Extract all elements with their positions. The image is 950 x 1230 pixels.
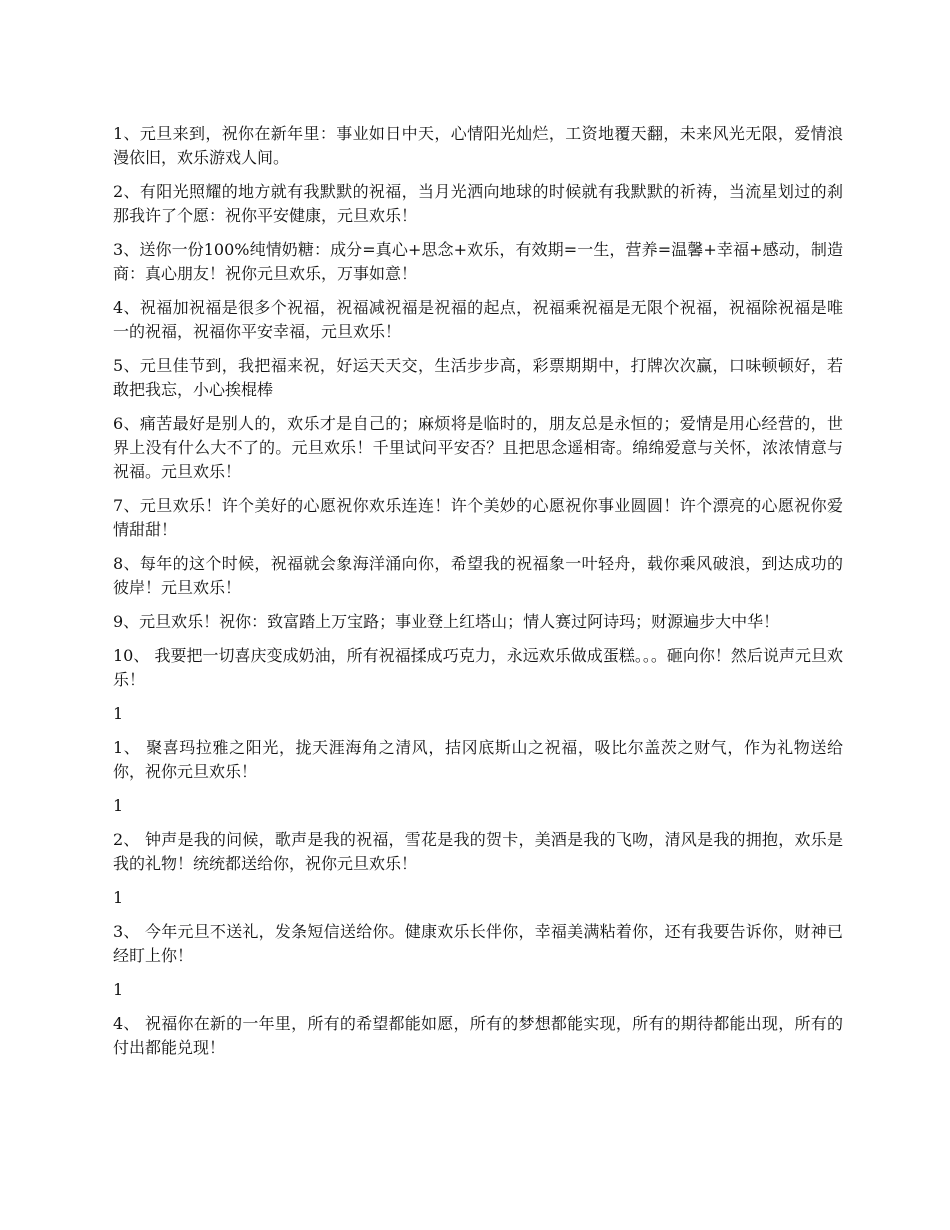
section-number: 1 xyxy=(113,704,124,723)
paragraph-11: 1、 聚喜玛拉雅之阳光，拢天涯海角之清风，拮冈底斯山之祝福，吸比尔盖茨之财气，作为礼物送给你，祝你元旦欢乐！ xyxy=(113,738,843,781)
paragraph-7: 7、元旦欢乐！许个美好的心愿祝你欢乐连连！许个美妙的心愿祝你事业圆圆！许个漂亮的心愿祝你爱情甜甜！ xyxy=(113,496,843,539)
document-body xyxy=(113,122,843,1070)
paragraph-2: 2、有阳光照耀的地方就有我默默的祝福，当月光洒向地球的时候就有我默默的祈祷，当流星划过的刹那我许了个愿：祝你平安健康，元旦欢乐！ xyxy=(113,182,843,225)
paragraph-1: 1、元旦来到，祝你在新年里：事业如日中天，心情阳光灿烂，工资地覆天翻，未来风光无限，爱情浪漫依旧，欢乐游戏人间。 xyxy=(113,124,843,167)
paragraph-12: 2、 钟声是我的问候，歌声是我的祝福，雪花是我的贺卡，美酒是我的飞吻，清风是我的拥抱，欢乐是我的礼物！统统都送给你，祝你元旦欢乐！ xyxy=(113,830,843,873)
paragraph-3: 3、送你一份100%纯情奶糖：成分=真心+思念+欢乐，有效期=一生，营养=温馨+幸福+感动，制造商：真心朋友！祝你元旦欢乐，万事如意！ xyxy=(113,240,843,283)
paragraph-10: 10、 我要把一切喜庆变成奶油，所有祝福揉成巧克力，永远欢乐做成蛋糕。。。砸向你！然后说声元旦欢乐！ xyxy=(113,646,843,689)
section-number: 1 xyxy=(113,980,124,999)
paragraph-5: 5、元旦佳节到，我把福来祝，好运天天交，生活步步高，彩票期期中，打牌次次赢，口味顿顿好，若敢把我忘，小心挨棍棒 xyxy=(113,356,843,399)
paragraph-4: 4、祝福加祝福是很多个祝福，祝福减祝福是祝福的起点，祝福乘祝福是无限个祝福，祝福除祝福是唯一的祝福，祝福你平安幸福，元旦欢乐！ xyxy=(113,298,843,341)
paragraph-13: 3、 今年元旦不送礼，发条短信送给你。健康欢乐长伴你，幸福美满粘着你，还有我要告诉你，财神已经盯上你！ xyxy=(113,922,843,965)
paragraph-9: 9、元旦欢乐！祝你：致富踏上万宝路；事业登上红塔山；情人赛过阿诗玛；财源遍步大中华！ xyxy=(113,612,780,631)
paragraph-14: 4、 祝福你在新的一年里，所有的希望都能如愿，所有的梦想都能实现，所有的期待都能出现，所有的付出都能兑现！ xyxy=(113,1014,843,1057)
paragraph-6: 6、痛苦最好是别人的，欢乐才是自己的；麻烦将是临时的，朋友总是永恒的；爱情是用心经营的，世界上没有什么大不了的。元旦欢乐！千里试问平安否？且把思念遥相寄。绵绵爱意与关怀，浓浓情意与祝福。元旦欢乐！ xyxy=(113,414,843,481)
paragraph-8: 8、每年的这个时候，祝福就会象海洋涌向你，希望我的祝福象一叶轻舟，载你乘风破浪，到达成功的彼岸！元旦欢乐！ xyxy=(113,554,843,597)
section-number: 1 xyxy=(113,888,124,907)
section-number: 1 xyxy=(113,796,124,815)
